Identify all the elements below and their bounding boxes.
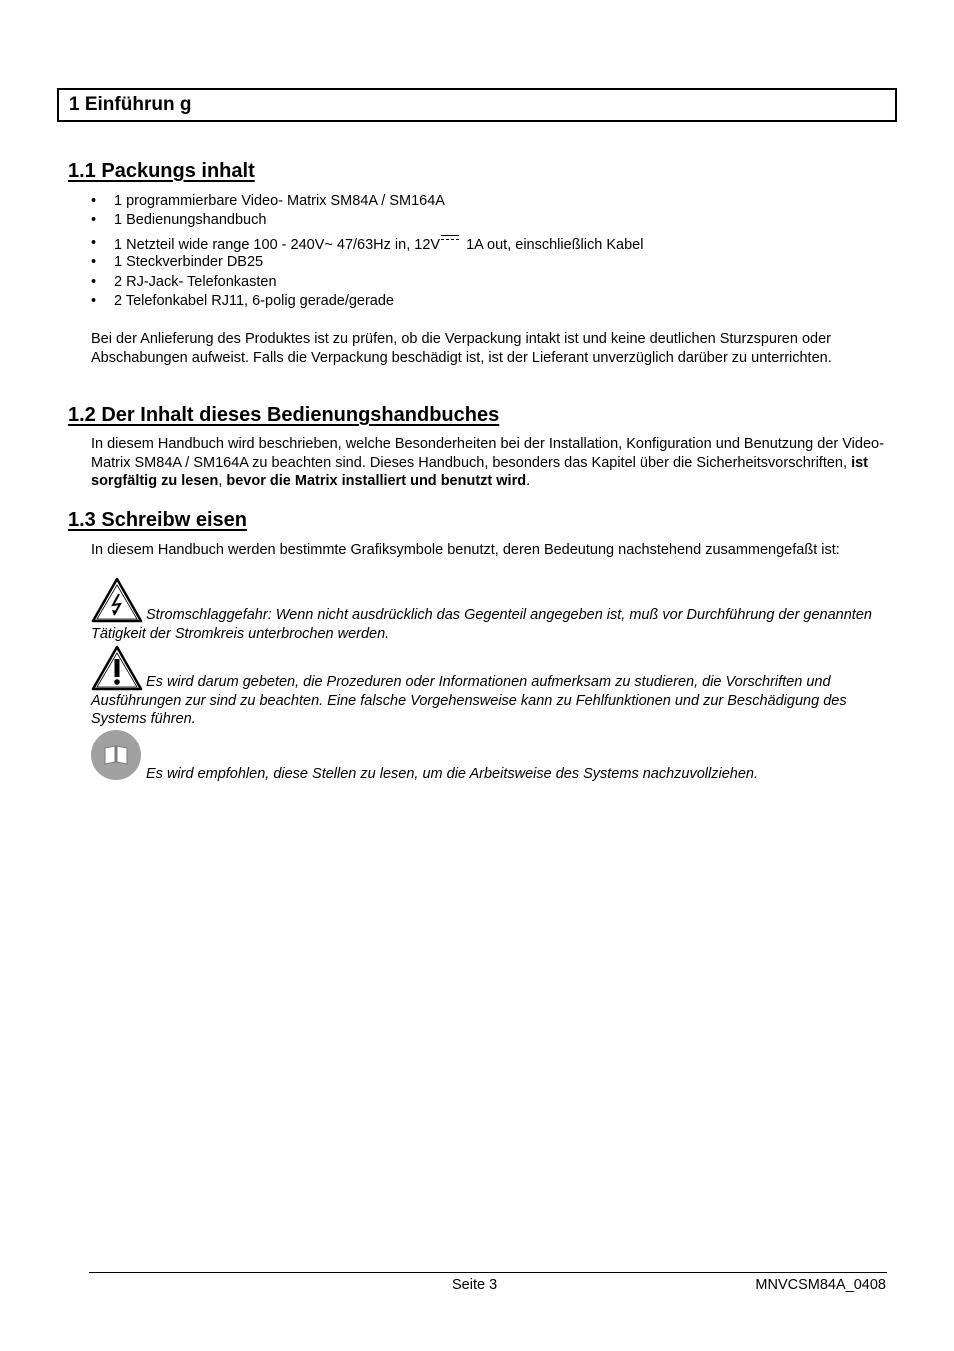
chapter-title: 1 Einführun g xyxy=(69,94,192,115)
chapter-heading-box xyxy=(57,88,897,122)
section-title-schreibweisen: 1.3 Schreibw eisen xyxy=(68,509,247,531)
shock-note-text: Stromschlaggefahr: Wenn nicht ausdrücklich das Gegenteil angegeben ist, muß vor Durchführung der genannten Tätigkeit der Stromkreis unterbrochen werden. xyxy=(91,607,872,642)
symbols-intro-paragraph: In diesem Handbuch werden bestimmte Grafiksymbole benutzt, deren Bedeutung nachstehend zusammengefaßt ist: xyxy=(91,542,840,558)
read-note-text: Es wird empfohlen, diese Stellen zu lesen, um die Arbeitsweise des Systems nachzuvollziehen. xyxy=(146,766,758,782)
page-number: Seite 3 xyxy=(452,1277,498,1293)
footer-divider xyxy=(89,1272,887,1273)
section-title-packungsinhalt: 1.1 Packungs inhalt xyxy=(68,160,255,182)
document-code: MNVCSM84A_0408 xyxy=(755,1277,886,1293)
open-book-icon xyxy=(90,729,142,781)
manual-content-paragraph: In diesem Handbuch wird beschrieben, welche Besonderheiten bei der Installation, Konfiguration und Benutzung der Video- Matrix SM84A / SM164A zu beachten sind. Dieses Handbuch, besonders das Kapitel über die Sicherheitsvorschriften, ist sorgfältig zu lesen, bevor die Matrix installiert und benutzt wird. xyxy=(91,436,884,489)
delivery-check-paragraph: Bei der Anlieferung des Produktes ist zu prüfen, ob die Verpackung intakt ist und keine deutlichen Sturzspuren oder Abschabungen aufweist. Falls die Verpackung beschädigt ist, ist der Lieferant unverzüglich darüber zu unterrichten. xyxy=(91,331,832,366)
section-title-handbuch-inhalt: 1.2 Der Inhalt dieses Bedienungshandbuches xyxy=(68,404,500,426)
warning-note-text: Es wird darum gebeten, die Prozeduren oder Informationen aufmerksam zu studieren, die Vorschriften und Ausführungen zur sind zu beachten. Eine falsche Vorgehensweise kann zu Fehlfunktionen und zur Beschädigung des Systems führen. xyxy=(91,674,847,727)
dc-current-icon xyxy=(441,235,459,245)
